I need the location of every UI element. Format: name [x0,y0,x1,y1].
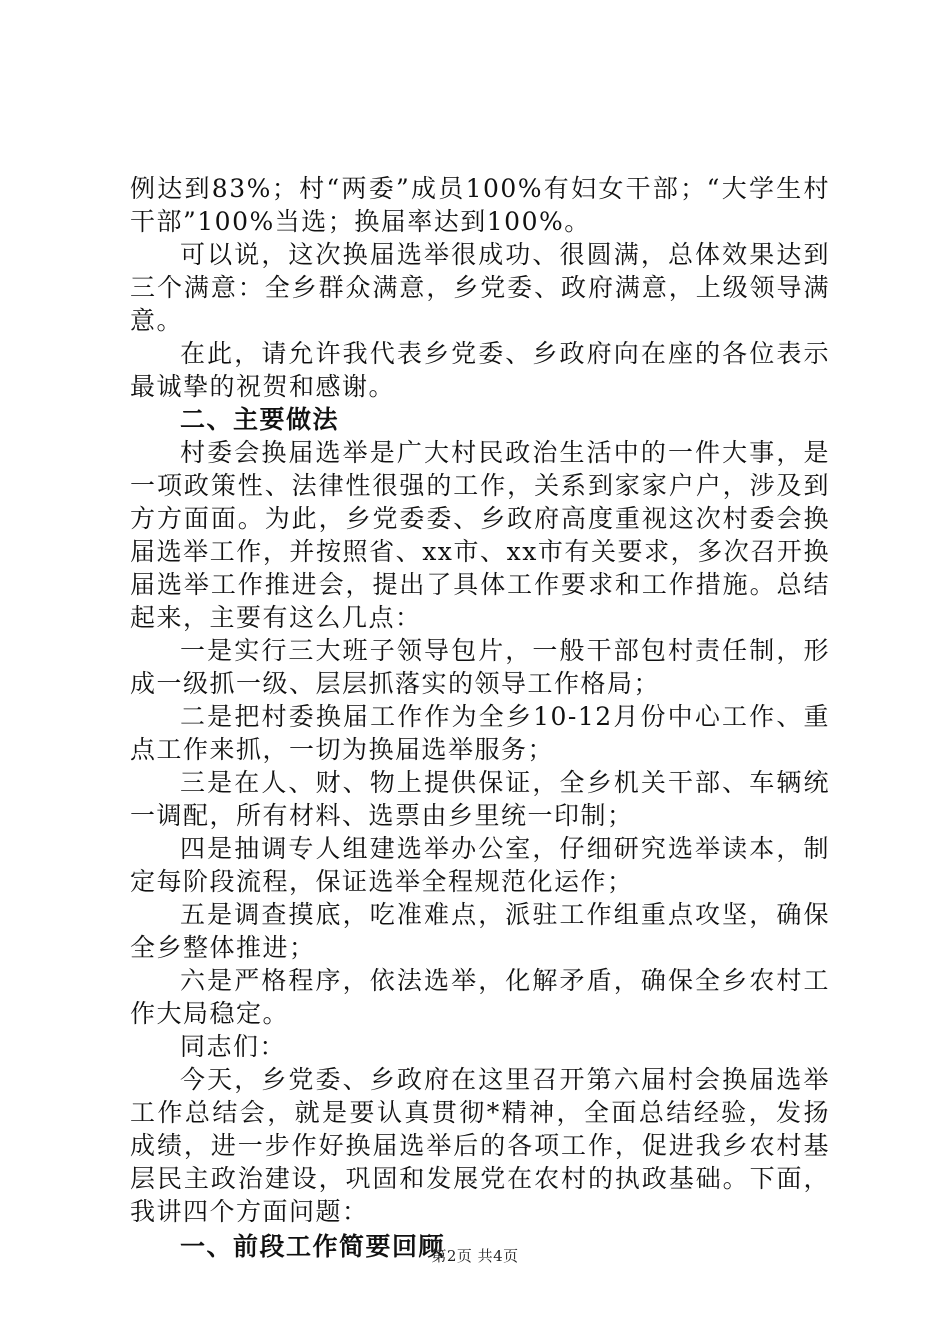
paragraph-salutation: 同志们： [180,1032,287,1061]
section-heading-review: 一、前段工作简要回顾 [180,1232,446,1261]
paragraph-meeting-purpose: 今天，乡党委、乡政府在这里召开第六届村会换届选举工作总结会，就是要认真贯彻*精神，全面总结经验，发扬成绩，进一步作好换届选举后的各项工作，促进我乡农村基层民主政治建设，巩固和发展党在农村的执政基础。下面，我讲四个方面问题： [130,1065,830,1226]
list-item-first: 一是实行三大班子领导包片，一般干部包村责任制，形成一级抓一级、层层抓落实的领导工作格局； [130,636,830,698]
paragraph-intro: 村委会换届选举是广大村民政治生活中的一件大事，是一项政策性、法律性很强的工作，关系到家家户户，涉及到方方面面。为此，乡党委委、乡政府高度重视这次村委会换届选举工作，并按照省、xx市、xx市有关要求，多次召开换届选举工作推进会，提出了具体工作要求和工作措施。总结起来，主要有这么几点： [130,438,830,632]
list-item-third: 三是在人、财、物上提供保证，全乡机关干部、车辆统一调配，所有材料、选票由乡里统一印制； [130,768,830,830]
paragraph-continuation: 例达到83%；村“两委”成员100%有妇女干部；“大学生村干部”100%当选；换届率达到100%。 [130,174,830,236]
list-item-sixth: 六是严格程序，依法选举，化解矛盾，确保全乡农村工作大局稳定。 [130,966,830,1028]
list-item-second: 二是把村委换届工作作为全乡10-12月份中心工作、重点工作来抓，一切为换届选举服务； [130,702,830,764]
document-body [130,172,830,1263]
list-item-fifth: 五是调查摸底，吃准难点，派驻工作组重点攻坚，确保全乡整体推进； [130,900,830,962]
paragraph-summary: 可以说，这次换届选举很成功、很圆满，总体效果达到三个满意：全乡群众满意，乡党委、政府满意，上级领导满意。 [130,240,830,335]
page-footer: 第2页 共4页 [431,1247,519,1265]
paragraph-thanks: 在此，请允许我代表乡党委、乡政府向在座的各位表示最诚挚的祝贺和感谢。 [130,339,830,401]
section-heading-main-practices: 二、主要做法 [180,405,340,434]
list-item-fourth: 四是抽调专人组建选举办公室，仔细研究选举读本，制定每阶段流程，保证选举全程规范化运作； [130,834,830,896]
